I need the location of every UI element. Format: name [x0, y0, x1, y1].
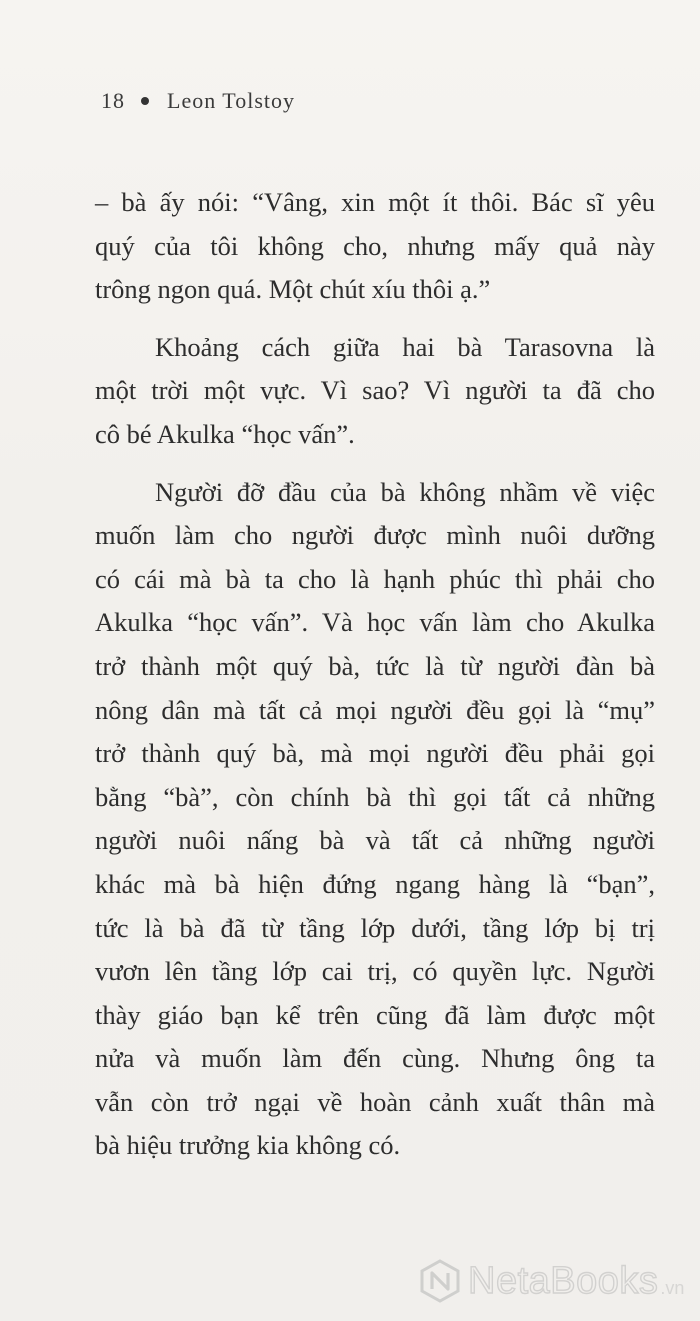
- text-line: nông dân mà tất cả mọi người đều gọi là “mụ”: [95, 694, 655, 725]
- text-line: bằng “bà”, còn chính bà thì gọi tất cả những: [95, 781, 655, 812]
- watermark-suffix: .vn: [660, 1277, 685, 1298]
- text-line: thày giáo bạn kể trên cũng đã làm được một: [95, 999, 655, 1030]
- running-header: [101, 88, 295, 114]
- page-number: 18: [101, 88, 125, 113]
- text-line: Khoảng cách giữa hai bà Tarasovna là: [155, 331, 655, 362]
- text-line: người nuôi nấng bà và tất cả những người: [95, 825, 655, 856]
- text-line: nửa và muốn làm đến cùng. Nhưng ông ta: [95, 1043, 655, 1074]
- paragraph-2: [95, 326, 655, 457]
- text-line: vươn lên tầng lớp cai trị, có quyền lực. Người: [95, 956, 655, 987]
- text-line: – bà ấy nói: “Vâng, xin một ít thôi. Bác sĩ yêu: [95, 187, 655, 217]
- text-line: trông ngon quá. Một chút xíu thôi ạ.”: [95, 274, 491, 305]
- netabooks-logo-icon: [418, 1259, 462, 1303]
- page-body: [95, 181, 655, 1168]
- paragraph-3: [95, 471, 655, 1169]
- text-line: cô bé Akulka “học vấn”.: [95, 418, 355, 449]
- text-line: trở thành một quý bà, tức là từ người đàn bà: [95, 650, 655, 681]
- text-line: một trời một vực. Vì sao? Vì người ta đã cho: [95, 375, 655, 406]
- bullet-separator-icon: [141, 97, 149, 105]
- text-line: vẫn còn trở ngại về hoàn cảnh xuất thân mà: [95, 1086, 655, 1117]
- watermark-brand: NetaBooks: [468, 1259, 659, 1302]
- text-line: khác mà bà hiện đứng ngang hàng là “bạn”,: [95, 868, 655, 899]
- text-line: tức là bà đã từ tầng lớp dưới, tầng lớp bị trị: [95, 912, 655, 943]
- netabooks-watermark: [418, 1256, 684, 1306]
- text-line: quý của tôi không cho, nhưng mấy quả này: [95, 230, 655, 261]
- text-line: trở thành quý bà, mà mọi người đều phải gọi: [95, 738, 655, 769]
- text-line: muốn làm cho người được mình nuôi dưỡng: [95, 520, 655, 551]
- text-line: Akulka “học vấn”. Và học vấn làm cho Akulka: [95, 607, 655, 638]
- paragraph-1: [95, 181, 655, 312]
- text-line: có cái mà bà ta cho là hạnh phúc thì phải cho: [95, 563, 655, 594]
- text-line: bà hiệu trưởng kia không có.: [95, 1130, 401, 1161]
- author-name: Leon Tolstoy: [167, 88, 295, 113]
- text-line: Người đỡ đầu của bà không nhầm về việc: [155, 476, 655, 507]
